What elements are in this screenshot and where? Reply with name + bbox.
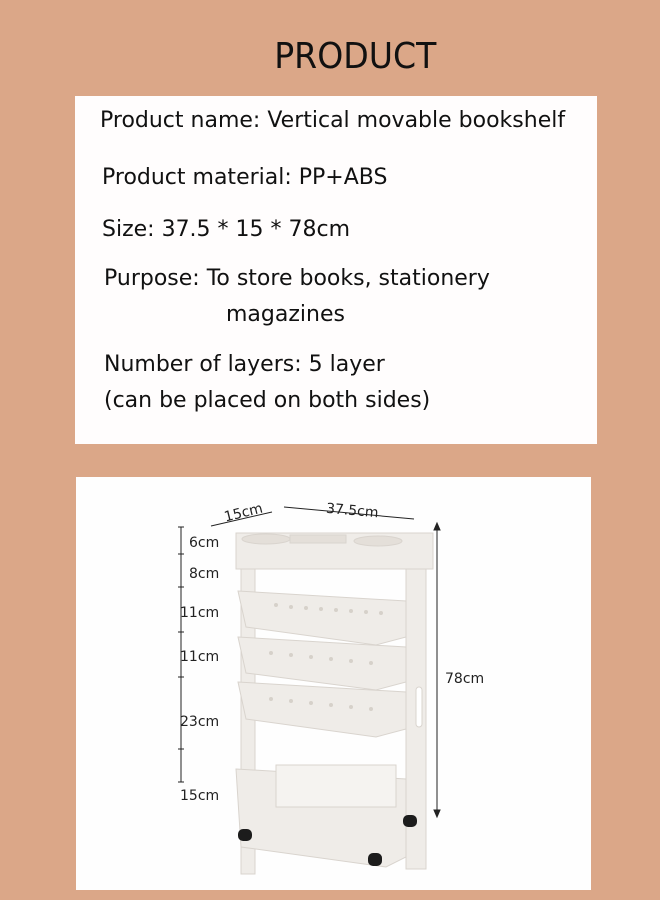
- segment-label-3: 11cm: [180, 605, 220, 621]
- segment-label-5: 23cm: [180, 714, 220, 730]
- height-label: 78cm: [445, 671, 485, 687]
- spec-size: Size: 37.5 * 15 * 78cm: [102, 217, 351, 242]
- spec-card: [75, 96, 597, 444]
- product-image-card: [76, 477, 591, 890]
- segment-label-4: 11cm: [180, 649, 220, 665]
- depth-label: 15cm: [222, 500, 265, 526]
- segment-label-2: 8cm: [189, 566, 220, 582]
- spec-product-name: Product name: Vertical movable bookshelf: [100, 108, 566, 133]
- spec-layers-note: (can be placed on both sides): [104, 388, 431, 413]
- spec-material: Product material: PP+ABS: [102, 165, 388, 190]
- width-label: 37.5cm: [325, 500, 380, 522]
- spec-purpose-continued: magazines: [226, 302, 345, 327]
- spec-layers: Number of layers: 5 layer: [104, 352, 385, 377]
- page-title: PRODUCT: [274, 36, 437, 77]
- spec-purpose: Purpose: To store books, stationery: [104, 266, 490, 291]
- bookshelf-illustration: [76, 477, 591, 890]
- segment-label-1: 6cm: [189, 535, 220, 551]
- segment-label-6: 15cm: [180, 788, 220, 804]
